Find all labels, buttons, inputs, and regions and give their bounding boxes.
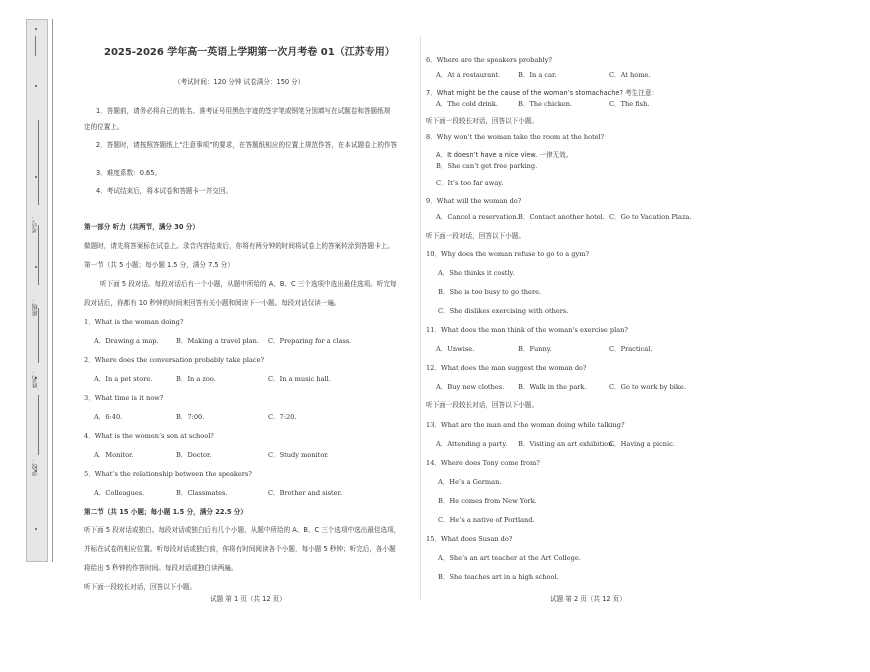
column-divider — [420, 36, 421, 600]
q12-option-b: B．Walk in the park. — [518, 383, 587, 391]
section2-intro-3: 将给出 5 秒钟的作答时间。每段对话或独白读两遍。 — [84, 564, 238, 572]
question-5: 5．What’s the relationship between the speakers? — [84, 470, 252, 478]
exam-number-label: 考号： — [32, 215, 39, 233]
note-1: 1．答题前，请务必将自己的姓名、准考证号用黑色字迹的签字笔或钢笔分别填写在试题卷和答题纸规 — [96, 107, 391, 115]
question-6: 6．Where are the speakers probably? — [426, 56, 552, 64]
q7-option-b: B．The chicken. — [518, 100, 573, 108]
exam-meta: （考试时间：120 分钟 试卷满分：150 分） — [174, 78, 305, 86]
question-11: 11．What does the man think of the woman’s exercise plan? — [426, 326, 628, 334]
page2-footer: 试题 第 2 页（共 12 页） — [550, 595, 626, 603]
q13-option-a: A．Attending a party. — [436, 440, 508, 448]
q9-option-a: A．Cancel a reservation. — [436, 213, 519, 221]
q1-option-c: C．Preparing for a class. — [268, 337, 352, 345]
q8-option-b: B．She can’t get free parking. — [436, 162, 538, 170]
note-2: 2．答题时，请按照答题纸上“注意事项”的要求，在答题纸相应的位置上规范作答，在本试题卷上的作答 — [96, 141, 398, 149]
seal-dot — [35, 85, 37, 87]
q10-option-b: B．She is too busy to go there. — [438, 288, 542, 296]
q6-option-a: A．At a restaurant. — [436, 71, 501, 79]
q2-option-b: B．In a zoo. — [176, 375, 216, 383]
seal-dot — [35, 28, 37, 30]
q6-option-b: B．In a car. — [518, 71, 557, 79]
school-label: 学校： — [32, 458, 39, 476]
q5-option-a: A．Colleagues. — [94, 489, 145, 497]
question-14: 14．Where does Tony come from? — [426, 459, 540, 467]
page-title: 2025-2026 学年高一英语上学期第一次月考卷 01（江苏专用） — [104, 47, 395, 58]
note-3: 3．难度系数：0.65。 — [96, 169, 162, 177]
note-1-cont: 定的位置上。 — [84, 123, 124, 131]
q1-option-a: A．Drawing a map. — [94, 337, 159, 345]
binding-strip — [26, 19, 48, 562]
question-10: 10．Why does the woman refuse to go to a gym? — [426, 250, 590, 258]
part1-heading: 第一部分 听力（共两节，满分 30 分） — [84, 223, 199, 231]
question-15: 15．What does Susan do? — [426, 535, 513, 543]
q13-option-c: C．Having a picnic. — [609, 440, 675, 448]
binding-line — [52, 19, 53, 562]
question-9: 9．What will the woman do? — [426, 197, 522, 205]
q14-option-c: C．He’s a native of Portland. — [438, 516, 535, 524]
q15-option-a: A．She’s an art teacher at the Art College. — [438, 554, 581, 562]
q13-option-b: B．Visiting an art exhibition. — [518, 440, 615, 448]
q14-option-a: A．He’s a German. — [438, 478, 502, 486]
q7-option-a: A．The cold drink. — [436, 100, 498, 108]
question-12: 12．What does the man suggest the woman do? — [426, 364, 587, 372]
q10-option-c: C．She dislikes exercising with others. — [438, 307, 569, 315]
q2-option-c: C．In a music hall. — [268, 375, 331, 383]
q9-option-c: C．Go to Vacation Plaza. — [609, 213, 692, 221]
q5-option-b: B．Classmates. — [176, 489, 228, 497]
q9-option-b: B．Contact another hotel. — [518, 213, 605, 221]
q12-option-c: C．Go to work by bike. — [609, 383, 686, 391]
q11-option-a: A．Unwise. — [436, 345, 475, 353]
q6-option-c: C．At home. — [609, 71, 651, 79]
seal-dot — [35, 176, 37, 178]
q4-option-a: A．Monitor. — [94, 451, 134, 459]
q2-option-a: A．In a pet store. — [94, 375, 153, 383]
listen-note-2: 听下面一段较长对话，回答以下小题。 — [426, 117, 539, 125]
q8-option-c: C．It’s too far away. — [436, 179, 504, 187]
q7-option-c: C．The fish. — [609, 100, 650, 108]
section1-intro-cont: 段对话后，你都有 10 秒钟的时间来回答有关小题和阅读下一小题。每段对话仅读一遍。 — [84, 299, 341, 307]
page1-footer: 试题 第 1 页（共 12 页） — [210, 595, 286, 603]
question-1: 1．What is the woman doing? — [84, 318, 184, 326]
q8-option-a: A．It doesn’t have a nice view. 一律无效。 — [436, 151, 573, 159]
name-label: 姓名： — [32, 370, 39, 388]
note-4: 4．考试结束后，将本试卷和答题卡一并交回。 — [96, 187, 233, 195]
q4-option-b: B．Doctor. — [176, 451, 212, 459]
q12-option-a: A．Buy new clothes. — [436, 383, 505, 391]
q4-option-c: C．Study monitor. — [268, 451, 329, 459]
section2-heading: 第二节（共 15 小题；每小题 1.5 分，满分 22.5 分） — [84, 508, 247, 516]
class-fill-line — [38, 308, 39, 363]
q3-option-c: C．7:20. — [268, 413, 297, 421]
q14-option-b: B．He comes from New York. — [438, 497, 537, 505]
name-fill-line — [38, 395, 39, 455]
part1-intro: 做题时，请先将答案标在试卷上。录音内容结束后，你将有两分钟的时间将试卷上的答案转涂到答题卡上。 — [84, 242, 394, 250]
section2-intro-1: 听下面 5 段对话或独白。每段对话或独白后有几个小题，从题中所给的 A、B、C 三个选项中选出最佳选项， — [84, 526, 401, 534]
question-2: 2．Where does the conversation probably take place? — [84, 356, 265, 364]
question-8: 8．Why won’t the woman take the room at the hotel? — [426, 133, 605, 141]
class-label: 班级： — [32, 298, 39, 316]
question-13: 13．What are the man and the woman doing while talking? — [426, 421, 625, 429]
seal-dot — [35, 528, 37, 530]
section1-heading: 第一节（共 5 小题；每小题 1.5 分，满分 7.5 分） — [84, 261, 234, 269]
section1-intro: 听下面 5 段对话。每段对话后有一个小题，从题中所给的 A、B、C 三个选项中选出最佳选项。听完每 — [100, 280, 397, 288]
q1-option-b: B．Making a travel plan. — [176, 337, 259, 345]
seal-dot — [35, 266, 37, 268]
section2-intro-2: 并标在试卷的相应位置。听每段对话或独白前，你将有时间阅读各个小题，每小题 5 秒钟；听完后，各小题 — [84, 545, 396, 553]
q10-option-a: A．She thinks it costly. — [438, 269, 515, 277]
question-3: 3．What time is it now? — [84, 394, 164, 402]
seal-line — [35, 36, 36, 56]
listen-note: 听下面一段较长对话，回答以下小题。 — [84, 583, 197, 591]
q15-option-b: B．She teaches art in a high school. — [438, 573, 559, 581]
question-4: 4．What is the women’s son at school? — [84, 432, 214, 440]
question-7: 7．What might be the cause of the woman’s stomachache? 考生注意： — [426, 89, 659, 97]
listen-note-3: 听下面一段对话，回答以下小题。 — [426, 232, 525, 240]
number-fill-line — [38, 225, 39, 285]
fill-line — [38, 120, 39, 205]
q5-option-c: C．Brother and sister. — [268, 489, 343, 497]
q11-option-c: C．Practical. — [609, 345, 653, 353]
listen-note-4: 听下面一段较长对话，回答以下小题。 — [426, 401, 539, 409]
q3-option-b: B．7:00. — [176, 413, 205, 421]
q11-option-b: B．Funny. — [518, 345, 552, 353]
q3-option-a: A．6:40. — [94, 413, 123, 421]
